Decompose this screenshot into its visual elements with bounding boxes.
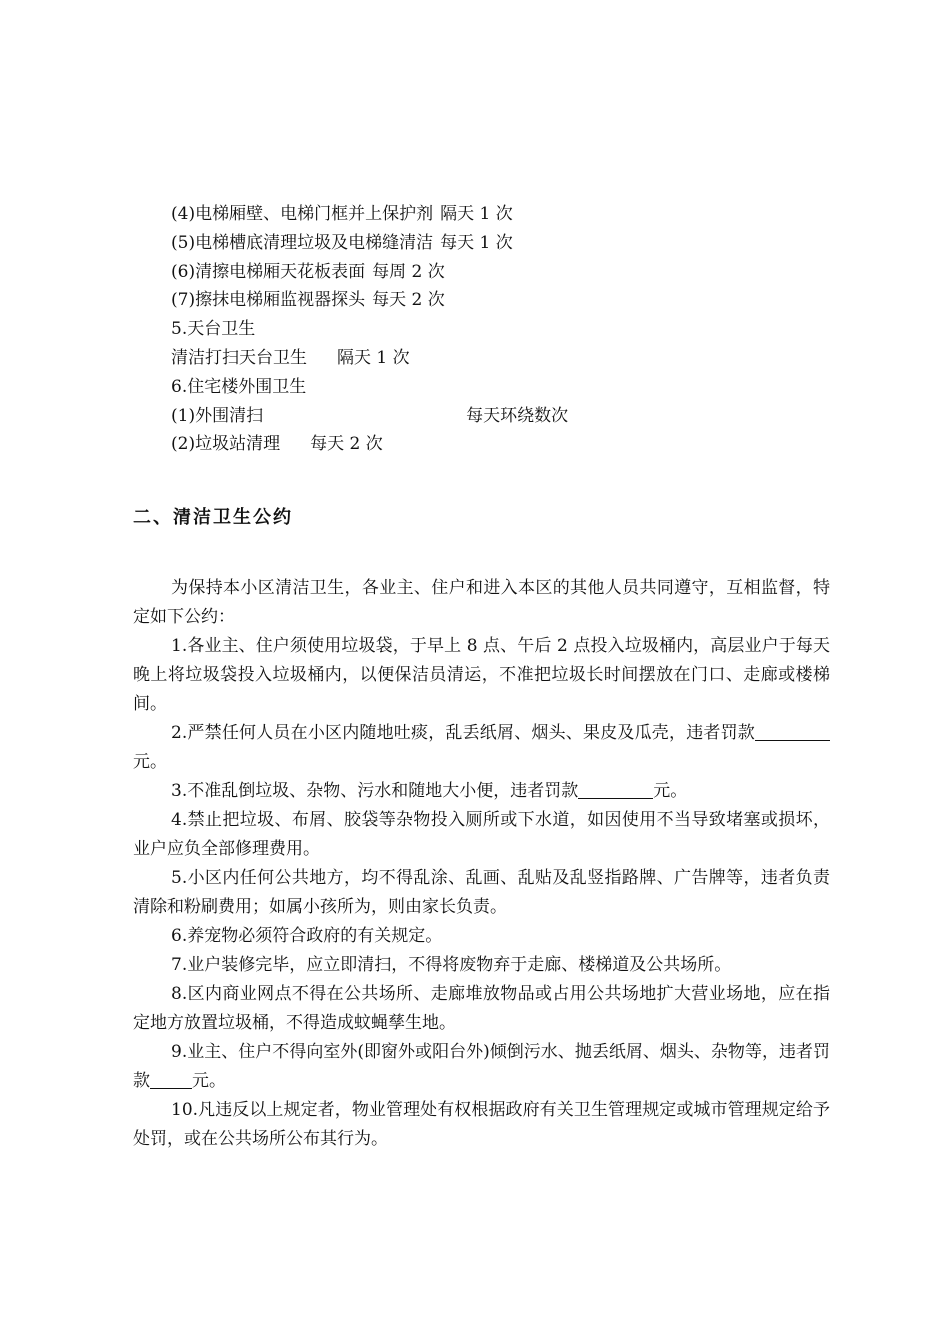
schedule-line	[171, 200, 871, 229]
schedule-item: (5)电梯槽底清理垃圾及电梯缝清洁	[171, 232, 434, 253]
schedule-item: 清洁打扫天台卫生	[171, 347, 307, 368]
rule-text: 元。	[192, 1071, 226, 1091]
schedule-line	[171, 402, 871, 431]
fine-amount-blank	[578, 780, 653, 799]
convention-rule	[133, 1038, 830, 1096]
convention-rule: 1.各业主、住户须使用垃圾袋，于早上 8 点、午后 2 点投入垃圾桶内，高层业户于每天晚上将垃圾袋投入垃圾桶内，以便保洁员清运，不准把垃圾长时间摆放在门口、走廊或楼梯间。	[133, 636, 830, 714]
schedule-item: (7)擦抹电梯厢监视器探头	[171, 290, 366, 311]
convention-body	[133, 574, 830, 1154]
cleaning-schedule	[171, 200, 871, 459]
convention-rule: 6.养宠物必须符合政府的有关规定。	[171, 926, 443, 946]
convention-rule	[133, 777, 830, 806]
convention-rule: 5.小区内任何公共地方，均不得乱涂、乱画、乱贴及乱竖指路牌、广告牌等，违者负责清除和粉刷费用；如属小孩所为，则由家长负责。	[133, 868, 830, 917]
schedule-line	[171, 286, 871, 315]
section-heading: 二、清洁卫生公约	[133, 507, 293, 528]
rule-text: 3.不准乱倒垃圾、杂物、污水和随地大小便，违者罚款	[171, 781, 579, 801]
schedule-subheading	[171, 373, 871, 402]
schedule-item: 6.住宅楼外围卫生	[171, 376, 307, 397]
convention-rule: 7.业户装修完毕，应立即清扫，不得将废物弃于走廊、楼梯道及公共场所。	[171, 955, 732, 975]
convention-rule: 8.区内商业网点不得在公共场所、走廊堆放物品或占用公共场地扩大营业场地，应在指定地方放置垃圾桶，不得造成蚊蝇孳生地。	[133, 984, 830, 1033]
convention-intro: 为保持本小区清洁卫生，各业主、住户和进入本区的其他人员共同遵守，互相监督，特定如下公约：	[133, 578, 830, 627]
fine-amount-blank	[755, 722, 830, 741]
schedule-line	[171, 258, 871, 287]
convention-rule	[133, 719, 830, 777]
rule-text: 9.业主、住户不得向室外(即窗外或阳台外)倾倒污水、抛丢纸屑、烟头、杂物等，违者罚款	[133, 1042, 830, 1091]
schedule-frequency: 每周 2 次	[372, 261, 445, 282]
schedule-frequency: 每天 2 次	[310, 434, 383, 455]
schedule-line	[171, 430, 871, 459]
schedule-frequency: 隔天 1 次	[337, 347, 410, 368]
schedule-line	[171, 344, 871, 373]
schedule-frequency: 每天环绕数次	[466, 405, 569, 426]
schedule-item: (4)电梯厢壁、电梯门框并上保护剂	[171, 204, 434, 224]
schedule-item: (6)清擦电梯厢天花板表面	[171, 261, 366, 282]
schedule-frequency: 每天 1 次	[440, 232, 513, 253]
convention-rule: 10.凡违反以上规定者，物业管理处有权根据政府有关卫生管理规定或城市管理规定给予处罚，或在公共场所公布其行为。	[133, 1100, 830, 1149]
rule-text: 2.严禁任何人员在小区内随地吐痰，乱丢纸屑、烟头、果皮及瓜壳，违者罚款	[171, 723, 755, 743]
rule-text: 元。	[133, 752, 167, 772]
schedule-subheading	[171, 315, 871, 344]
schedule-item: (2)垃圾站清理	[171, 434, 281, 455]
schedule-item: (1)外围清扫	[171, 405, 264, 426]
schedule-frequency: 每天 2 次	[372, 290, 445, 311]
rule-text: 元。	[653, 781, 688, 801]
schedule-line	[171, 229, 871, 258]
fine-amount-blank	[150, 1070, 192, 1089]
schedule-item: 5.天台卫生	[171, 319, 256, 340]
schedule-frequency: 隔天 1 次	[440, 204, 513, 224]
convention-rule: 4.禁止把垃圾、布屑、胶袋等杂物投入厕所或下水道，如因使用不当导致堵塞或损坏，业户应负全部修理费用。	[133, 810, 830, 859]
